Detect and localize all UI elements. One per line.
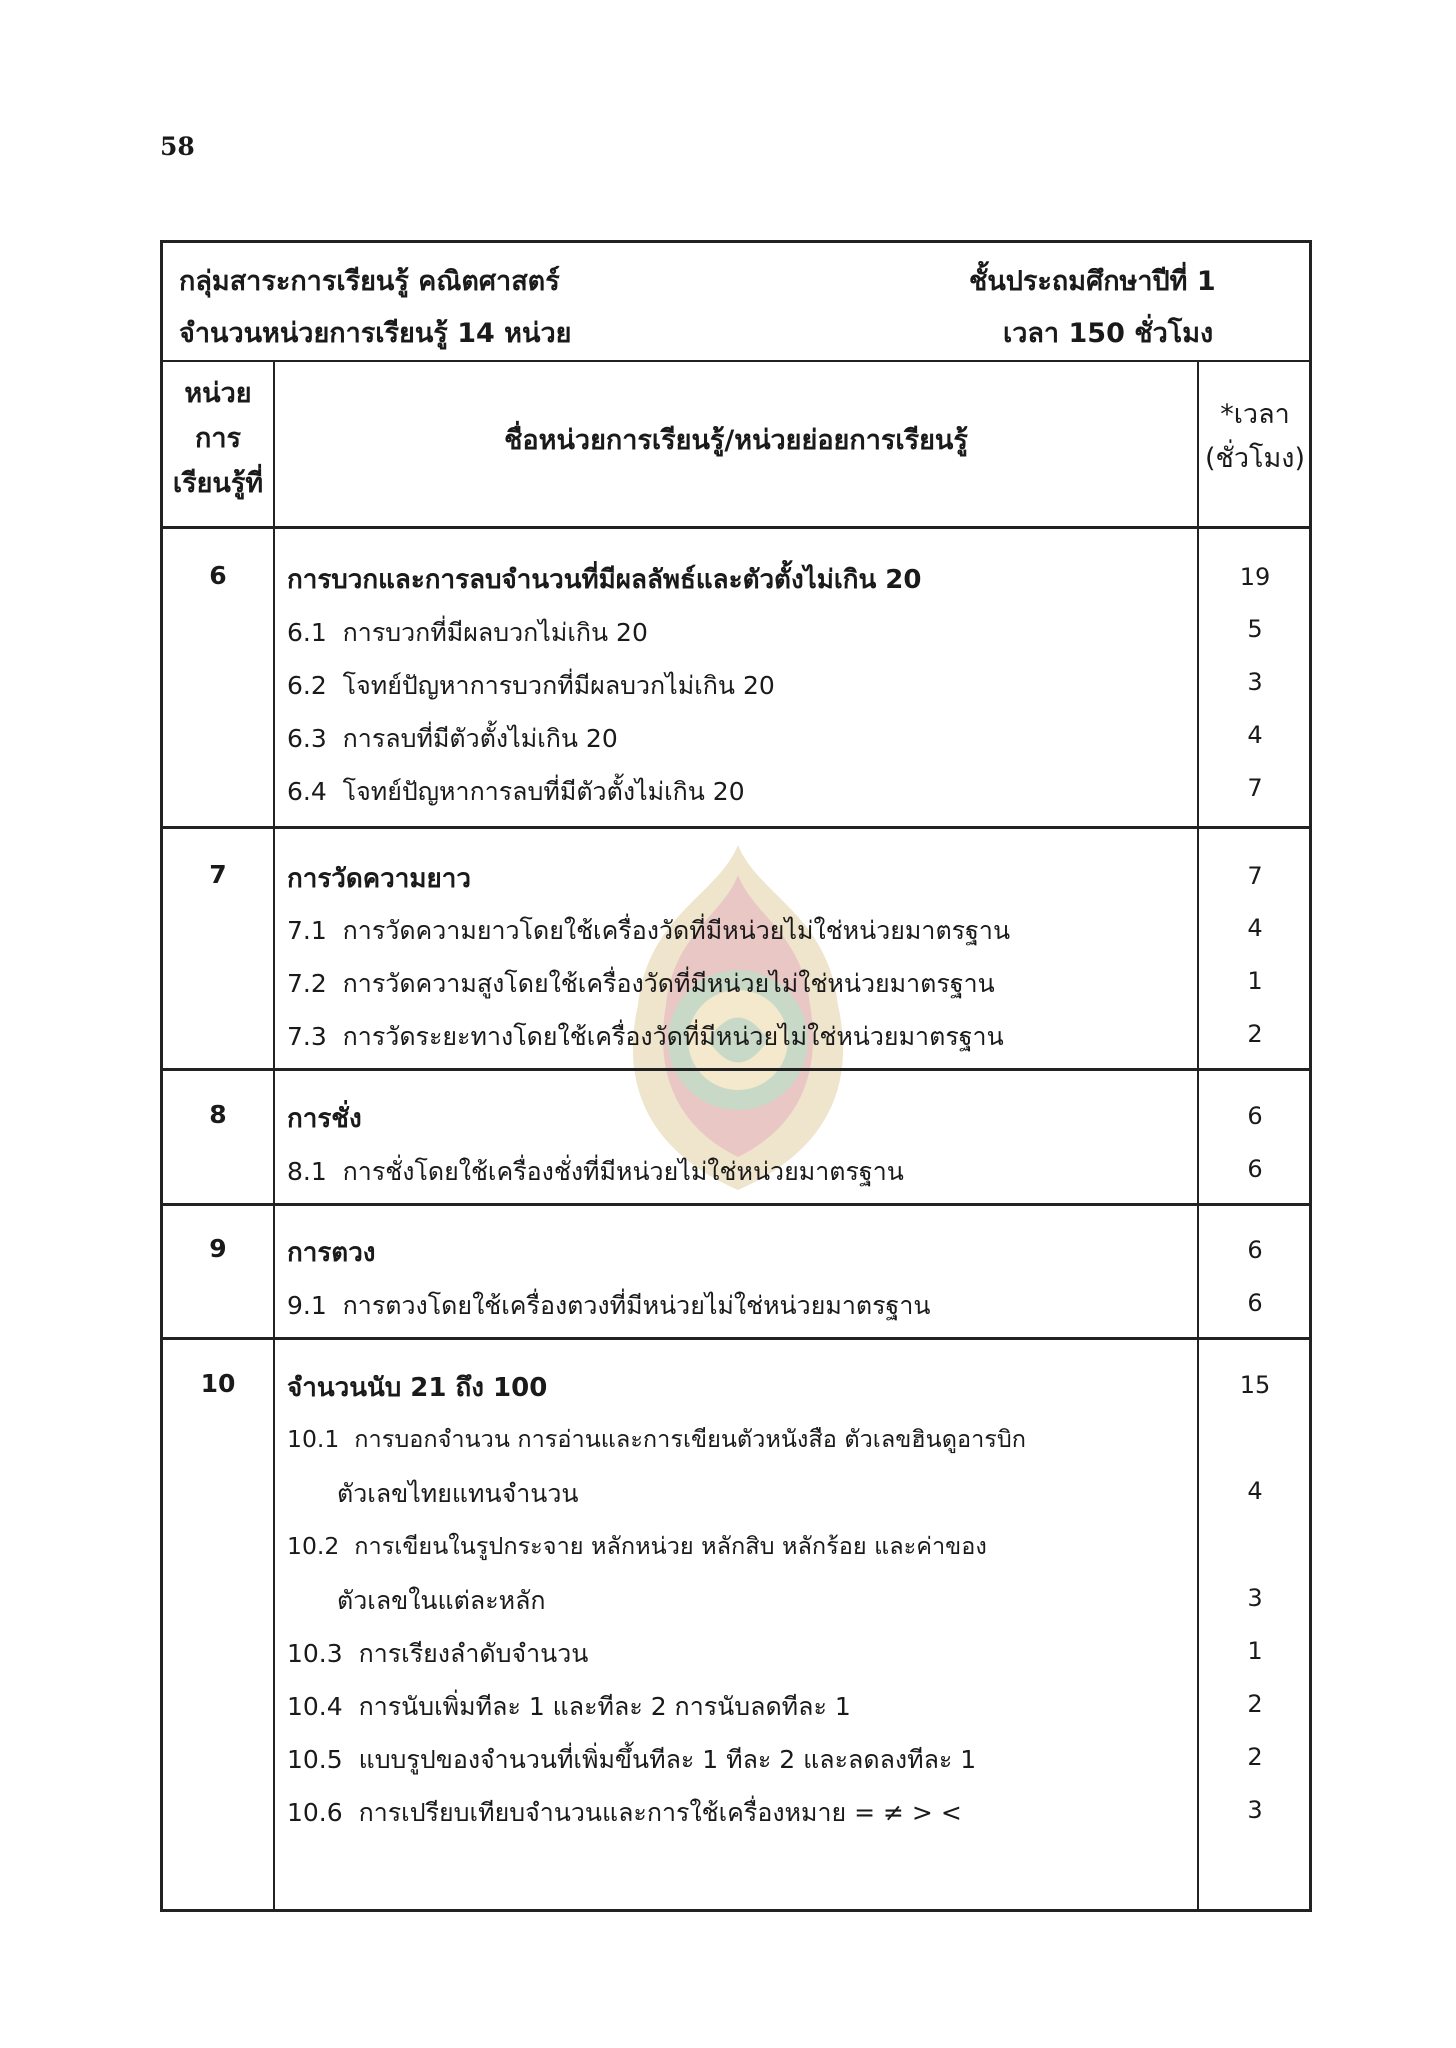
unit-name-column-header: ชื่อหน่วยการเรียนรู้/หน่วยย่อยการเรียนรู้	[504, 425, 968, 456]
curriculum-table	[160, 240, 1312, 1912]
unit-number: 6	[209, 561, 227, 590]
unit-hours: 15	[1239, 1371, 1271, 1399]
subunit-hours: 4	[1247, 914, 1263, 942]
grade-heading: ชั้นประถมศึกษาปีที่ 1	[969, 266, 1216, 297]
subunit-row: 10.1 การบอกจำนวน การอ่านและการเขียนตัวหนังสือ ตัวเลขฮินดูอารบิก	[287, 1425, 1027, 1453]
unit-number: 10	[200, 1369, 236, 1398]
subunit-row: 10.3 การเรียงลำดับจำนวน	[287, 1639, 589, 1668]
unit-divider	[163, 1337, 1309, 1340]
total-time-heading: เวลา 150 ชั่วโมง	[1003, 318, 1214, 349]
unit-hours: 19	[1239, 563, 1271, 591]
unit-title: การชั่ง	[287, 1104, 362, 1134]
unit-hours: 6	[1247, 1236, 1263, 1264]
subunit-row: 6.3 การลบที่มีตัวตั้งไม่เกิน 20	[287, 724, 618, 753]
subject-heading: กลุ่มสาระการเรียนรู้ คณิตศาสตร์	[179, 266, 560, 297]
subunit-row: 10.6 การเปรียบเทียบจำนวนและการใช้เครื่องหมาย = ≠ > <	[287, 1798, 962, 1827]
unit-number-column-header: หน่วย การ เรียนรู้ที่	[172, 378, 264, 499]
unit-title: การตวง	[287, 1238, 376, 1268]
subunit-hours: 1	[1247, 967, 1263, 995]
subunit-row: 10.5 แบบรูปของจำนวนที่เพิ่มขึ้นทีละ 1 ทีละ 2 และลดลงทีละ 1	[287, 1745, 977, 1774]
subunit-row: 7.1 การวัดความยาวโดยใช้เครื่องวัดที่มีหน่วยไม่ใช่หน่วยมาตรฐาน	[287, 916, 1011, 945]
subunit-hours: 6	[1247, 1289, 1263, 1317]
subunit-row: 6.2 โจทย์ปัญหาการบวกที่มีผลบวกไม่เกิน 20	[287, 671, 775, 700]
unit-title: การบวกและการลบจำนวนที่มีผลลัพธ์และตัวตั้งไม่เกิน 20	[287, 565, 922, 595]
units-count-heading: จำนวนหน่วยการเรียนรู้ 14 หน่วย	[179, 318, 572, 349]
unit-title: การวัดความยาว	[287, 864, 471, 894]
subunit-row: 9.1 การตวงโดยใช้เครื่องตวงที่มีหน่วยไม่ใช่หน่วยมาตรฐาน	[287, 1291, 931, 1320]
subunit-hours: 4	[1247, 721, 1263, 749]
subunit-row: 7.2 การวัดความสูงโดยใช้เครื่องวัดที่มีหน่วยไม่ใช่หน่วยมาตรฐาน	[287, 969, 995, 998]
subunit-row: 6.1 การบวกที่มีผลบวกไม่เกิน 20	[287, 618, 648, 647]
subunit-row: 7.3 การวัดระยะทางโดยใช้เครื่องวัดที่มีหน่วยไม่ใช่หน่วยมาตรฐาน	[287, 1022, 1004, 1051]
unit-divider	[163, 826, 1309, 829]
subunit-hours: 3	[1247, 1796, 1263, 1824]
subunit-hours: 2	[1247, 1690, 1263, 1718]
column-header-divider	[163, 526, 1309, 529]
subunit-row: 10.4 การนับเพิ่มทีละ 1 และทีละ 2 การนับลดทีละ 1	[287, 1692, 851, 1721]
unit-number: 8	[209, 1100, 227, 1129]
unit-divider	[163, 1068, 1309, 1071]
subunit-hours: 6	[1247, 1155, 1263, 1183]
column-divider-left	[273, 360, 275, 1912]
subunit-row: 6.4 โจทย์ปัญหาการลบที่มีตัวตั้งไม่เกิน 20	[287, 777, 745, 806]
unit-divider	[163, 1203, 1309, 1206]
page-number: 58	[160, 132, 195, 161]
unit-number: 7	[209, 860, 227, 889]
subunit-row: 10.2 การเขียนในรูปกระจาย หลักหน่วย หลักสิบ หลักร้อย และค่าของ	[287, 1532, 987, 1560]
subunit-hours: 4	[1247, 1477, 1263, 1505]
unit-title: จำนวนนับ 21 ถึง 100	[287, 1373, 548, 1403]
subunit-hours: 2	[1247, 1743, 1263, 1771]
subunit-row-continuation: ตัวเลขในแต่ละหลัก	[337, 1586, 546, 1615]
column-divider-right	[1197, 360, 1199, 1912]
subunit-hours: 3	[1247, 1584, 1263, 1612]
time-column-header: *เวลา (ชั่วโมง)	[1204, 399, 1306, 474]
subunit-hours: 7	[1247, 774, 1263, 802]
subunit-hours: 2	[1247, 1020, 1263, 1048]
unit-hours: 7	[1247, 862, 1263, 890]
subunit-row-continuation: ตัวเลขไทยแทนจำนวน	[337, 1479, 579, 1508]
subunit-row: 8.1 การชั่งโดยใช้เครื่องชั่งที่มีหน่วยไม่ใช่หน่วยมาตรฐาน	[287, 1157, 904, 1186]
unit-hours: 6	[1247, 1102, 1263, 1130]
header-divider	[163, 360, 1309, 362]
subunit-hours: 3	[1247, 668, 1263, 696]
subunit-hours: 1	[1247, 1637, 1263, 1665]
subunit-hours: 5	[1247, 615, 1263, 643]
unit-number: 9	[209, 1234, 227, 1263]
